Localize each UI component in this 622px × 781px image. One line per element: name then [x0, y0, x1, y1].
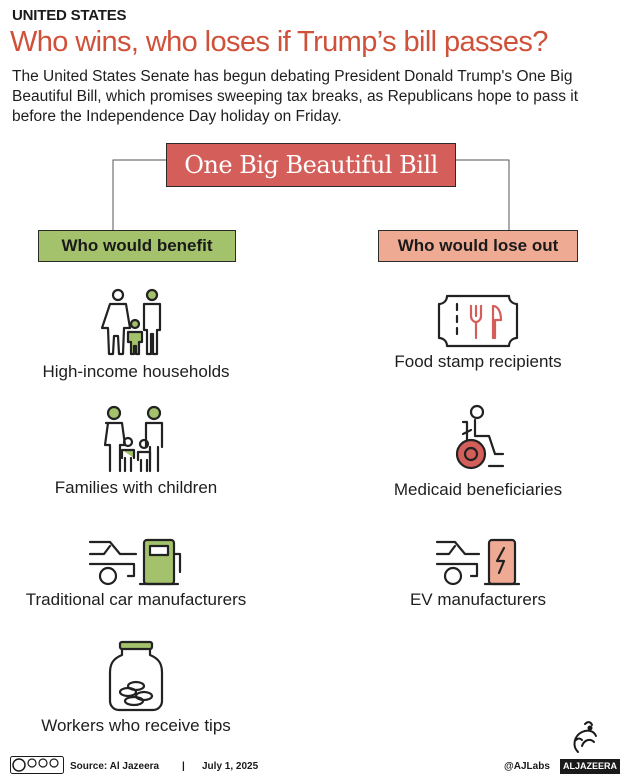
- footer: [10, 756, 618, 776]
- benefit-item-label: Traditional car manufacturers: [25, 590, 247, 609]
- source-credit: Source: Al Jazeera: [70, 761, 160, 772]
- footer-separator: |: [182, 761, 185, 772]
- lose-item-medicaid: [328, 404, 622, 500]
- benefit-item-tips: [0, 640, 286, 736]
- benefit-heading: Who would benefit: [38, 230, 236, 262]
- benefit-item-label: High-income households: [42, 362, 230, 381]
- section-kicker: UNITED STATES: [12, 7, 127, 24]
- gas-car-icon: [86, 534, 186, 586]
- lose-item-label: Food stamp recipients: [394, 352, 562, 371]
- bill-title-box: One Big Beautiful Bill: [166, 143, 456, 187]
- intro-paragraph: The United States Senate has begun debating President Donald Trump's One Big Beautiful Bill, which promises sweeping tax breaks, as Republicans hope to pass it before the Independence Day holiday on Friday.: [12, 68, 579, 125]
- headline: Who wins, who loses if Trump’s bill passes?: [10, 26, 548, 58]
- publish-date: July 1, 2025: [202, 761, 259, 772]
- creative-commons-icon: [10, 756, 64, 774]
- social-handle: @AJLabs: [504, 761, 550, 772]
- brand-wordmark: ALJAZEERA: [560, 759, 620, 774]
- parents-children-icon: [96, 404, 176, 474]
- benefit-item-traditional-cars: [0, 534, 286, 610]
- ev-car-icon: [433, 534, 523, 586]
- tip-jar-icon: [106, 640, 166, 712]
- benefit-item-label: Families with children: [54, 478, 218, 497]
- lose-heading: Who would lose out: [378, 230, 578, 262]
- lose-item-label: Medicaid beneficiaries: [393, 480, 563, 499]
- tree-connector: [0, 0, 622, 240]
- lose-item-ev: [328, 534, 622, 610]
- lose-item-label: EV manufacturers: [409, 590, 547, 609]
- benefit-item-families: [0, 404, 286, 498]
- lose-item-food-stamps: [328, 294, 622, 372]
- family-icon: [96, 286, 176, 358]
- benefit-item-label: Workers who receive tips: [41, 716, 231, 735]
- benefit-item-high-income: [0, 286, 286, 382]
- wheelchair-icon: [443, 404, 513, 476]
- food-ticket-icon: [437, 294, 519, 348]
- aljazeera-logo-icon: [570, 718, 600, 756]
